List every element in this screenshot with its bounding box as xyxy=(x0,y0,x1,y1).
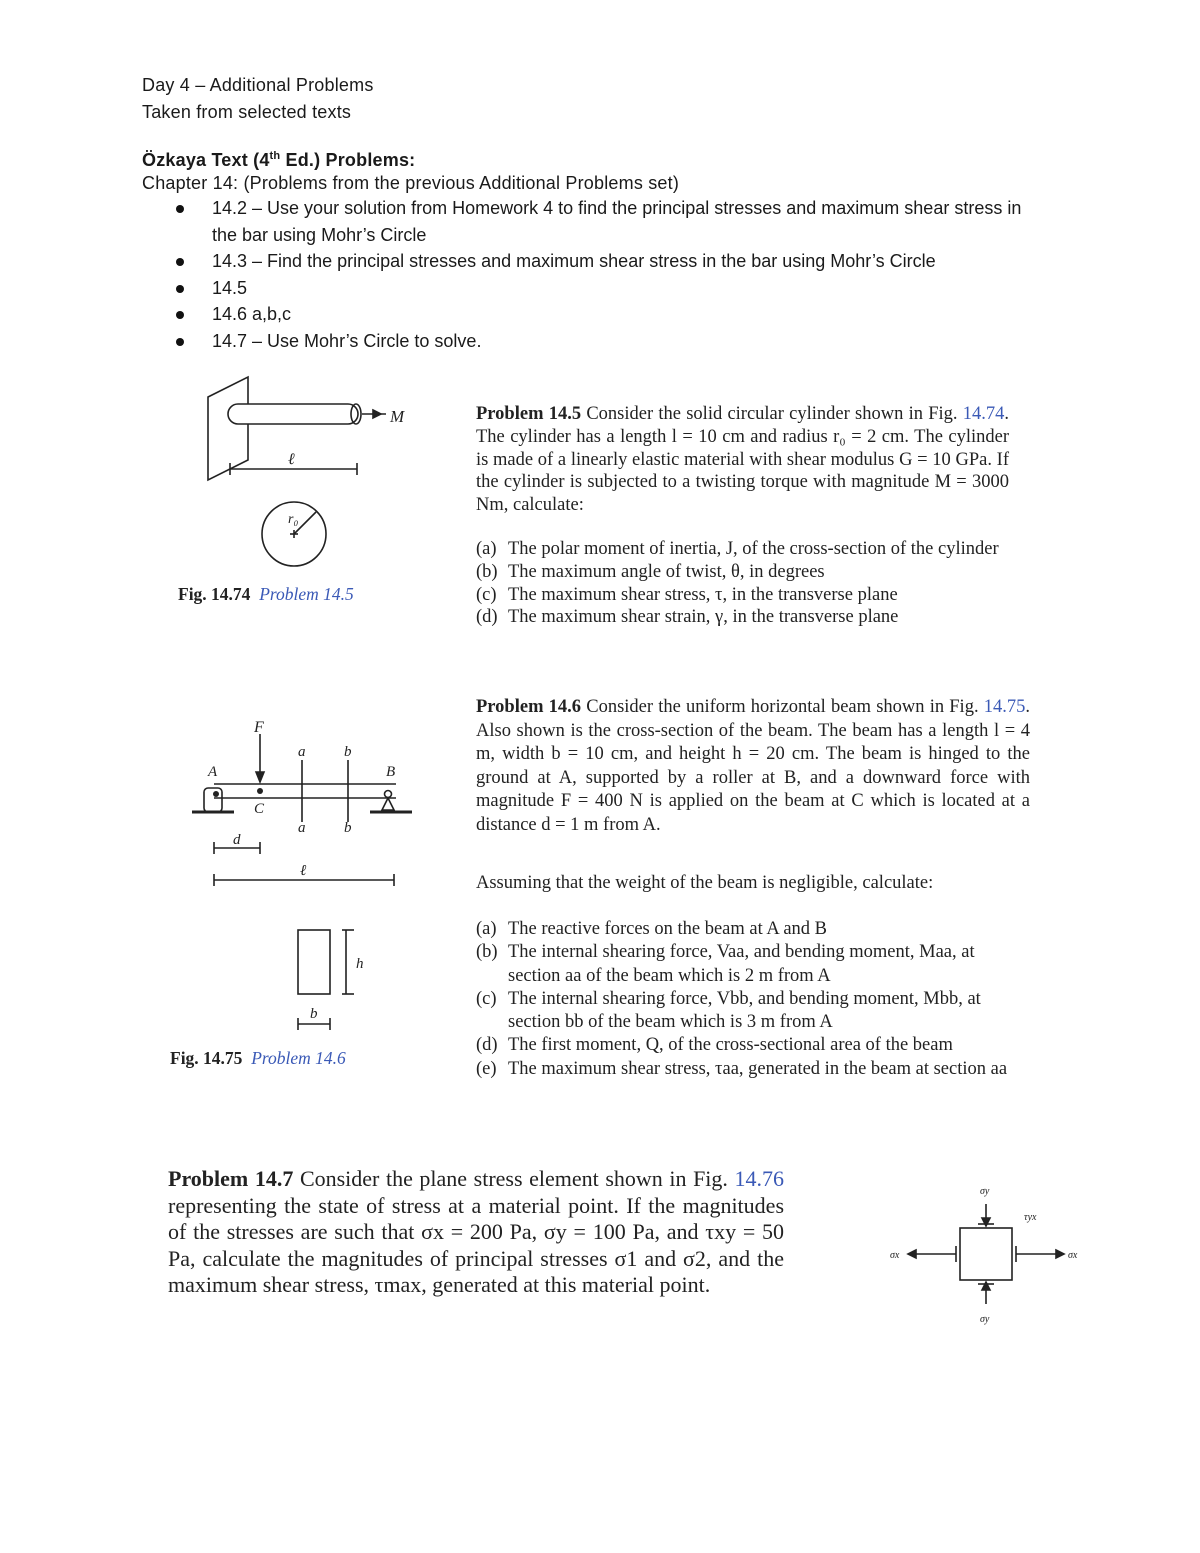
sigma-x-left-arrowhead xyxy=(908,1250,916,1258)
bullet-icon xyxy=(176,338,184,346)
part-text: The internal shearing force, Vaa, and bending moment, Maa, at section aa of the beam which is 2 m from A xyxy=(508,942,975,986)
wall-support xyxy=(208,377,248,480)
part-text: The reactive forces on the beam at A and B xyxy=(508,919,827,939)
sigma-x-right-arrowhead xyxy=(1056,1250,1064,1258)
bullet-icon xyxy=(176,258,184,266)
list-item xyxy=(170,301,1032,328)
problem-14-5-parts xyxy=(476,538,1009,629)
part-text: The first moment, Q, of the cross-sectional area of the beam xyxy=(508,1035,953,1056)
label-C: C xyxy=(254,801,265,817)
bullet-icon xyxy=(176,205,184,213)
problem-14-7-body xyxy=(168,1166,784,1299)
label-h: h xyxy=(356,956,364,972)
doc-title: Day 4 – Additional Problems xyxy=(142,75,374,95)
list-item-text: 14.5 xyxy=(212,277,248,298)
list-item xyxy=(170,195,1032,248)
part-label: (e) xyxy=(476,1058,497,1079)
problem-14-6-parts xyxy=(476,918,1030,1081)
bullet-icon xyxy=(176,311,184,319)
part-label: (a) xyxy=(476,919,497,939)
hinge-pin xyxy=(213,791,219,797)
list-item xyxy=(476,1034,1030,1057)
problem-14-6-heading: Problem 14.6 xyxy=(476,697,582,717)
section-title-sup: th xyxy=(269,150,281,162)
label-a-top: a xyxy=(298,744,306,760)
list-item xyxy=(476,1058,1030,1081)
figure-14-75 xyxy=(190,718,420,1038)
label-A: A xyxy=(208,764,218,780)
figure-14-74-caption xyxy=(178,584,354,605)
part-label: (d) xyxy=(476,607,498,628)
figure-14-76 xyxy=(880,1178,1090,1328)
sigma-y-top-arrowhead xyxy=(982,1218,990,1226)
label-b-bot: b xyxy=(344,820,352,836)
caption-ref: Problem 14.6 xyxy=(251,1048,346,1068)
roller-support xyxy=(382,798,394,810)
caption-label: Fig. 14.75 xyxy=(170,1048,243,1068)
part-label: (d) xyxy=(476,1035,498,1056)
part-label: (c) xyxy=(476,584,497,605)
torque-arrowhead xyxy=(373,410,381,418)
figure-link[interactable]: 14.74 xyxy=(962,404,1005,424)
list-item xyxy=(170,248,1032,275)
caption-ref: Problem 14.5 xyxy=(259,584,354,604)
problem-14-6-assume: Assuming that the weight of the beam is negligible, calculate: xyxy=(476,873,934,893)
body-text: Consider the plane stress element shown in Fig. xyxy=(299,1166,735,1191)
part-text: The polar moment of inertia, J, of the cross-section of the cylinder xyxy=(508,539,999,559)
part-text: The maximum shear stress, τaa, generated in the beam at section aa xyxy=(508,1058,1008,1079)
part-label: (c) xyxy=(476,988,497,1009)
section-title-rest: Ed.) Problems: xyxy=(280,150,416,170)
force-arrowhead xyxy=(256,772,264,782)
chapter-line: Chapter 14: (Problems from the previous Additional Problems set) xyxy=(142,173,680,193)
label-sigma-x-left: σx xyxy=(890,1250,900,1261)
bullet-icon xyxy=(176,285,184,293)
list-item-text: 14.3 – Find the principal stresses and maximum shear stress in the bar using Mohr’s Circle xyxy=(212,251,936,271)
radius-label: r₀ xyxy=(288,512,299,527)
label-sigma-y-top: σy xyxy=(980,1186,990,1197)
body-text: . Also shown is the cross-section of the beam. The beam has a length l = 4 m, width b = 10 cm, and height h = 20 cm. The beam is hinged to the ground at A, supported by a roller at B, and a downward force with magnitude F = 400 N is applied on the beam at C which is located at a distance d = 1 m from A. xyxy=(476,697,1031,835)
body-text: Consider the solid circular cylinder shown in Fig. xyxy=(586,404,963,424)
body-text: . The cylinder has a length l = 10 cm and radius r₀ = 2 cm. The cylinder is made of a linearly elastic material with shear modulus G = 10 GPa. If the cylinder is subjected to a twisting torque with magnitude M = 3000 Nm, calculate: xyxy=(476,404,1010,516)
length-label: ℓ xyxy=(288,451,295,468)
list-item xyxy=(476,941,1030,988)
stress-element-square xyxy=(960,1228,1012,1280)
list-item xyxy=(170,275,1032,302)
cross-section-rect xyxy=(298,930,330,994)
label-b-top: b xyxy=(344,744,352,760)
label-b-width: b xyxy=(310,1006,318,1022)
label-a-bot: a xyxy=(298,820,306,836)
figure-link[interactable]: 14.75 xyxy=(983,697,1026,717)
problem-14-5-heading: Problem 14.5 xyxy=(476,404,582,424)
body-text: Consider the uniform horizontal beam shown in Fig. xyxy=(586,697,984,717)
list-item xyxy=(476,606,1009,629)
part-text: The maximum shear stress, τ, in the transverse plane xyxy=(508,584,898,605)
label-B: B xyxy=(386,764,396,780)
problem-14-6-body xyxy=(476,696,1030,837)
list-item-text: 14.6 a,b,c xyxy=(212,304,292,324)
label-l: ℓ xyxy=(300,863,307,879)
torque-label: M xyxy=(390,407,405,426)
list-item-text: 14.2 – Use your solution from Homework 4 to find the principal stresses and maximum shear stress in the bar using Mohr’s Circle xyxy=(212,198,1022,245)
part-text: The maximum angle of twist, θ, in degrees xyxy=(508,561,825,582)
list-item xyxy=(170,328,1032,355)
part-label: (b) xyxy=(476,942,498,963)
list-item xyxy=(476,561,1009,584)
section-title-base: Özkaya Text (4 xyxy=(142,150,270,170)
part-text: The internal shearing force, Vbb, and bending moment, Mbb, at section bb of the beam which is 3 m from A xyxy=(508,988,981,1033)
cylinder-shape xyxy=(228,404,358,424)
point-c-marker xyxy=(257,788,263,794)
part-text: The maximum shear strain, γ, in the transverse plane xyxy=(508,607,899,628)
assignment-list xyxy=(170,195,1032,354)
problem-14-7-heading: Problem 14.7 xyxy=(168,1166,294,1191)
figure-14-75-caption xyxy=(170,1048,346,1069)
part-label: (a) xyxy=(476,539,497,559)
sigma-y-bottom-arrowhead xyxy=(982,1282,990,1290)
hinge-support xyxy=(204,788,222,812)
figure-link[interactable]: 14.76 xyxy=(734,1166,785,1191)
list-item xyxy=(476,584,1009,607)
problem-14-5-body xyxy=(476,403,1009,517)
label-tau-yx: τyx xyxy=(1024,1212,1037,1223)
list-item xyxy=(476,538,1009,561)
caption-label: Fig. 14.74 xyxy=(178,584,251,604)
label-F: F xyxy=(254,719,264,736)
list-item xyxy=(476,918,1030,941)
doc-subtitle: Taken from selected texts xyxy=(142,102,352,122)
label-sigma-y-bottom: σy xyxy=(980,1314,990,1325)
label-sigma-x-right: σx xyxy=(1068,1250,1078,1261)
body-text: representing the state of stress at a material point. If the magnitudes of the stresses are such that σx = 200 Pa, σy = 100 Pa, and τxy = 50 Pa, calculate the magnitudes of principal stresses σ1 and σ2, and the maximum shear stress, τmax, generated at this material point. xyxy=(168,1192,784,1298)
figure-14-74 xyxy=(190,372,430,572)
label-d: d xyxy=(233,832,241,848)
list-item xyxy=(476,988,1030,1035)
list-item-text: 14.7 – Use Mohr’s Circle to solve. xyxy=(212,330,482,351)
part-label: (b) xyxy=(476,561,498,582)
